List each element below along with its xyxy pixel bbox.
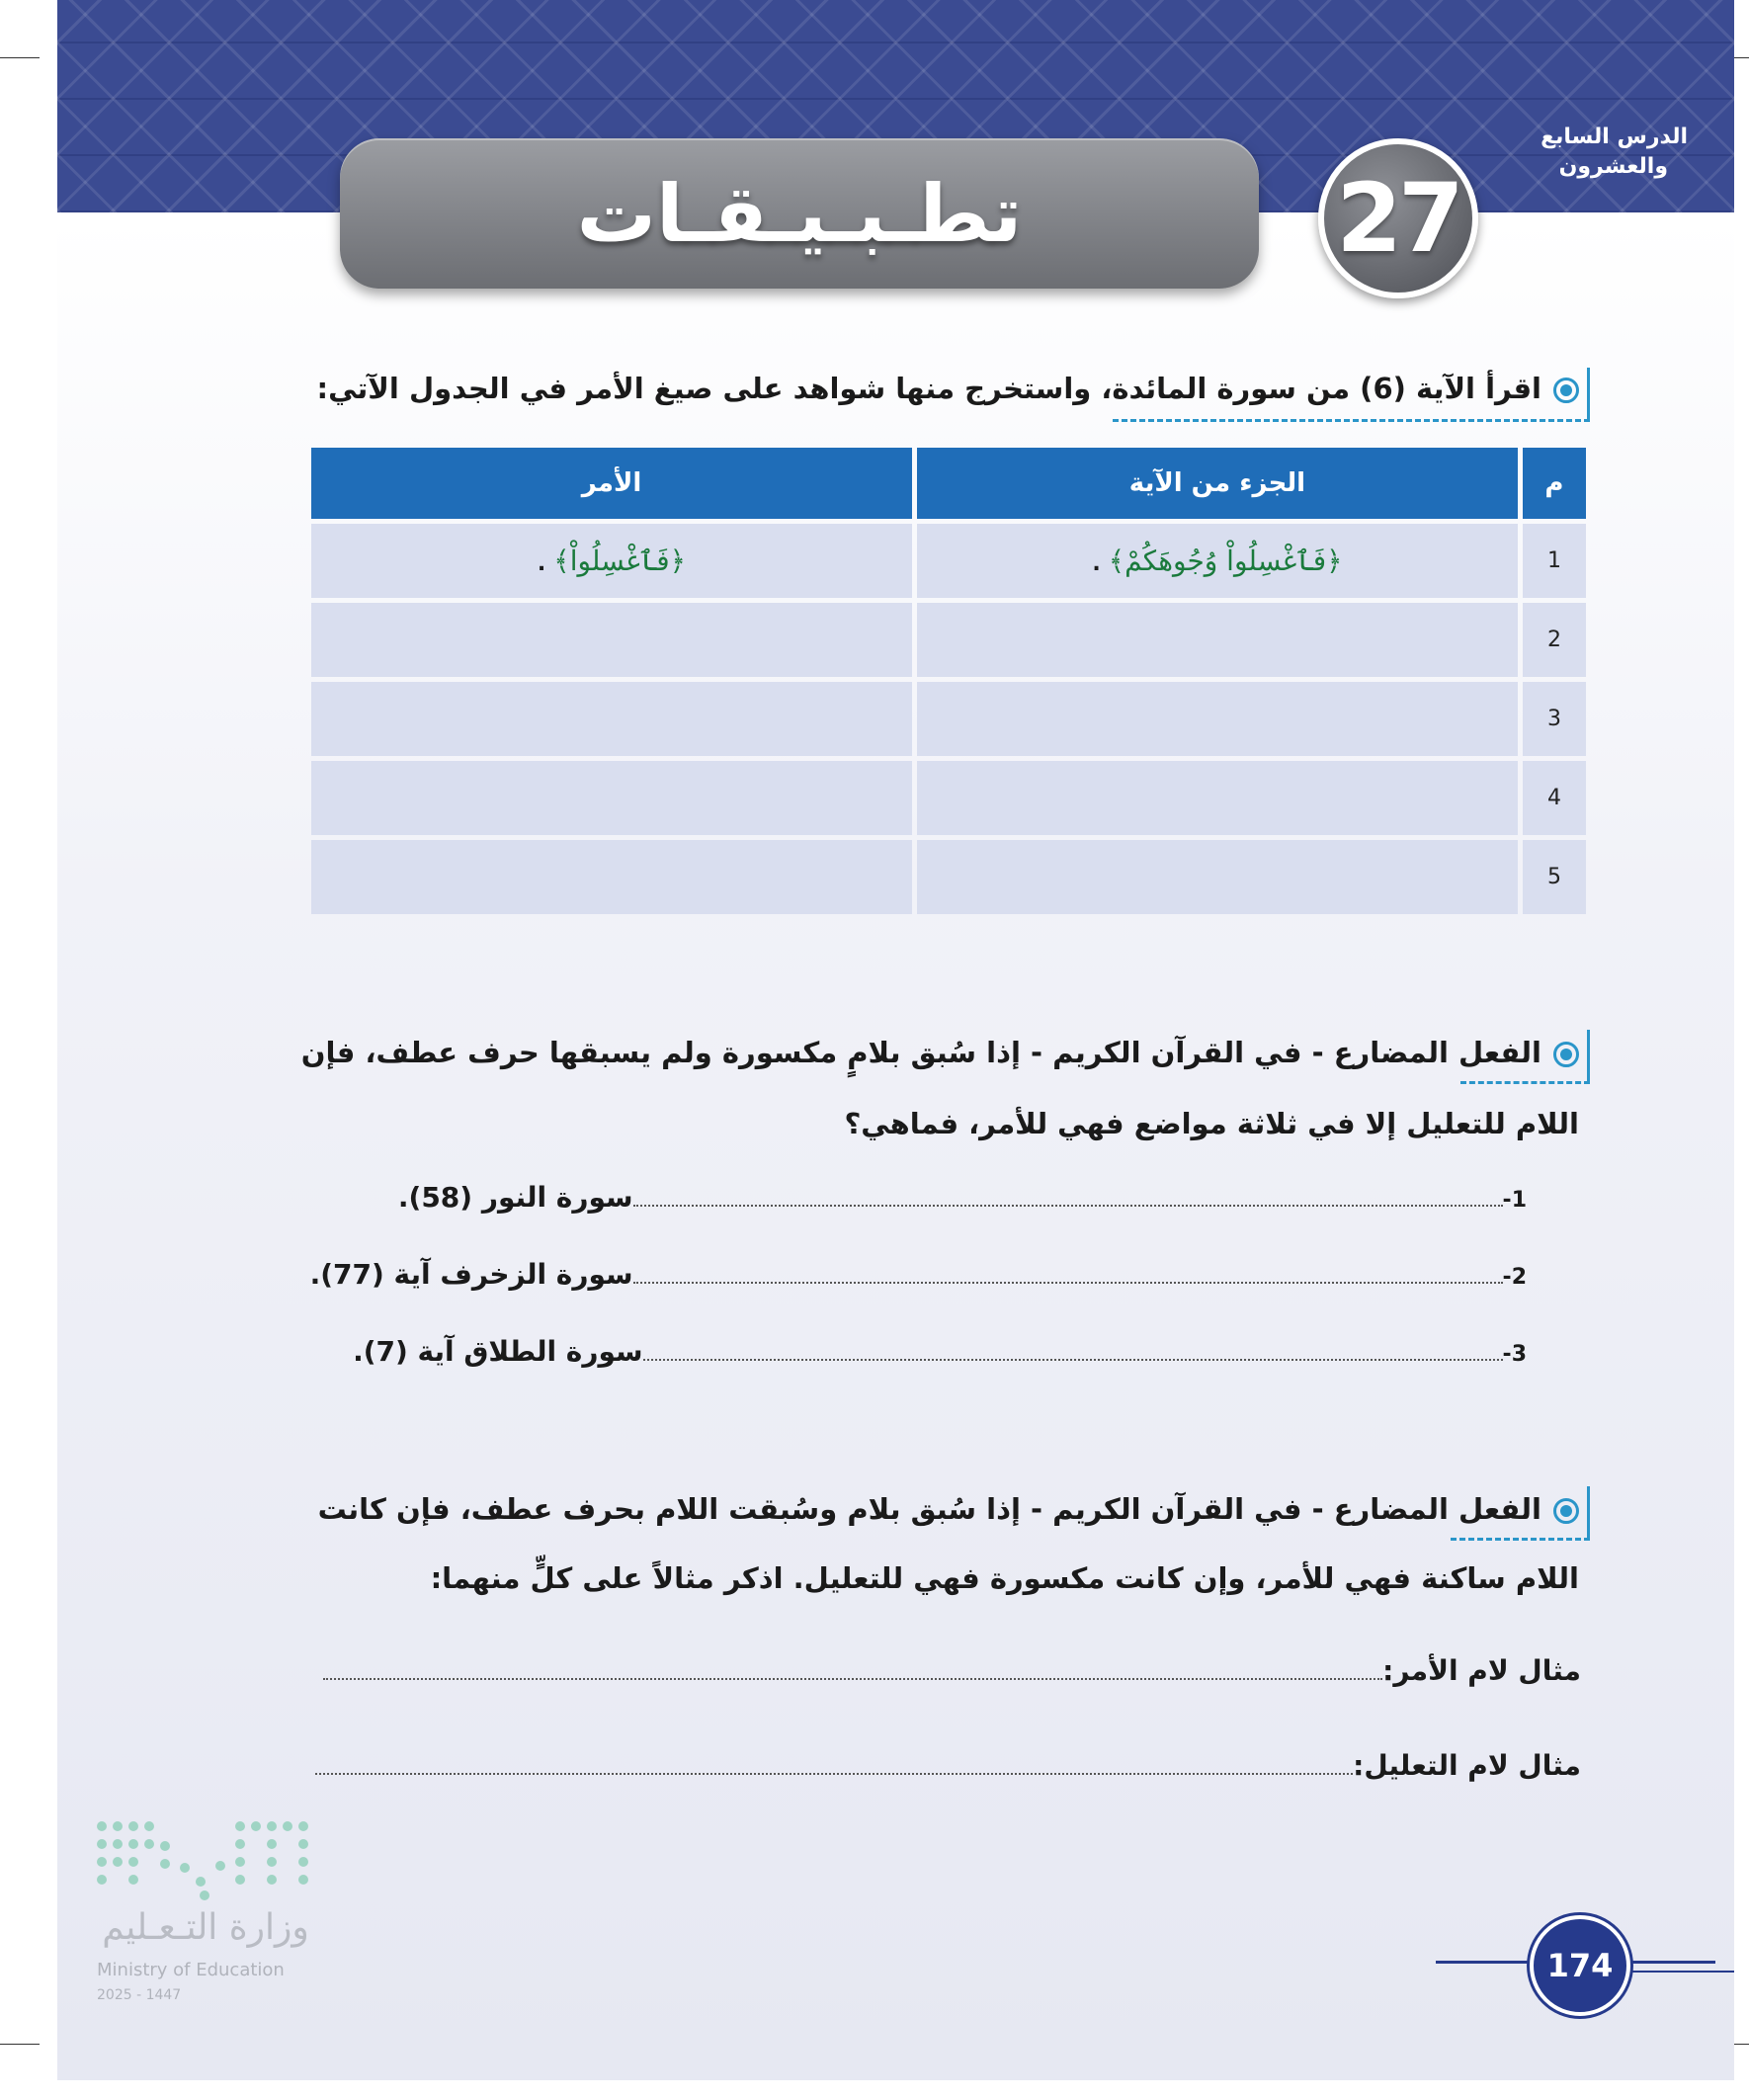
row-number: 3 bbox=[1523, 682, 1586, 756]
q3-line2: اللام ساكنة فهي للأمر، وإن كانت مكسورة فهي للتعليل. اذكر مثالاً على كلٍّ منهما: bbox=[430, 1561, 1579, 1595]
ministry-year: 2025 - 1447 bbox=[97, 1987, 182, 2003]
col-header-command: الأمر bbox=[311, 448, 912, 519]
q1-bullet-icon bbox=[1553, 378, 1579, 403]
row-number: 4 bbox=[1523, 761, 1586, 835]
lesson-label-line2: والعشرون bbox=[1558, 154, 1668, 179]
answer-number: 2- bbox=[1502, 1265, 1527, 1290]
table-row bbox=[311, 840, 1586, 914]
q2-line2: اللام للتعليل إلا في ثلاثة مواضع فهي للأمر، فماهي؟ bbox=[844, 1107, 1579, 1140]
table-row bbox=[311, 524, 1586, 598]
row-command-cell[interactable] bbox=[311, 603, 912, 677]
table-header-row bbox=[311, 448, 1586, 519]
title-banner bbox=[340, 138, 1259, 289]
row-part-cell[interactable] bbox=[917, 603, 1518, 677]
row-command-cell[interactable] bbox=[311, 682, 912, 756]
col-header-num: م bbox=[1523, 448, 1586, 519]
answer-dots bbox=[323, 1672, 1382, 1680]
answer-dots bbox=[315, 1767, 1353, 1775]
example-command-line[interactable] bbox=[323, 1654, 1581, 1687]
q3-bullet-icon bbox=[1553, 1498, 1579, 1524]
crop-mark bbox=[0, 2044, 40, 2045]
lesson-number-badge bbox=[1318, 138, 1478, 298]
answer-text: سورة الطلاق آية (7). bbox=[353, 1335, 643, 1368]
lesson-label bbox=[1470, 123, 1688, 182]
row-part-cell[interactable] bbox=[917, 840, 1518, 914]
ministry-logo-icon bbox=[97, 1821, 314, 1900]
col-header-part: الجزء من الآية bbox=[917, 448, 1518, 519]
answer-dots bbox=[643, 1353, 1503, 1361]
page-number-line-right bbox=[1626, 1961, 1715, 1964]
page-title: تطـبـيـقـات bbox=[576, 167, 1023, 260]
table-row bbox=[311, 603, 1586, 677]
textbook-page bbox=[57, 0, 1734, 2080]
q3-line1: الفعل المضارع - في القرآن الكريم - إذا سُبق بلام وسُبقت اللام بحرف عطف، فإن كانت bbox=[245, 1492, 1579, 1526]
crop-mark bbox=[0, 57, 40, 58]
q2-answer-2[interactable] bbox=[310, 1258, 1527, 1291]
answer-dots bbox=[633, 1199, 1503, 1207]
row-number: 1 bbox=[1523, 524, 1586, 598]
lesson-label-line1: الدرس السابع bbox=[1541, 125, 1688, 149]
row-command-cell[interactable] bbox=[311, 524, 912, 598]
answer-number: 3- bbox=[1502, 1342, 1527, 1367]
row-part-cell[interactable] bbox=[917, 524, 1518, 598]
full-stop: . bbox=[537, 551, 546, 576]
quran-text: ﴿فَٱغْسِلُواْ وُجُوهَكُمْ﴾ bbox=[1108, 545, 1343, 577]
row-command-cell[interactable] bbox=[311, 761, 912, 835]
table-row bbox=[311, 682, 1586, 756]
commands-table bbox=[306, 443, 1591, 919]
answer-text: سورة النور (58). bbox=[397, 1181, 633, 1214]
answer-dots bbox=[633, 1276, 1503, 1284]
row-command-cell[interactable] bbox=[311, 840, 912, 914]
page-number-line-right2 bbox=[1626, 1971, 1734, 1973]
example-command-label: مثال لام الأمر: bbox=[1382, 1654, 1581, 1687]
full-stop: . bbox=[1092, 551, 1101, 576]
q2-answer-1[interactable] bbox=[398, 1181, 1527, 1214]
page-number: 174 bbox=[1530, 1915, 1630, 2016]
row-number: 5 bbox=[1523, 840, 1586, 914]
q2-bullet-icon bbox=[1553, 1042, 1579, 1067]
example-causal-label: مثال لام التعليل: bbox=[1353, 1749, 1581, 1782]
q2-answer-3[interactable] bbox=[353, 1335, 1527, 1368]
row-part-cell[interactable] bbox=[917, 682, 1518, 756]
row-number: 2 bbox=[1523, 603, 1586, 677]
q2-line1: الفعل المضارع - في القرآن الكريم - إذا سُبق بلامٍ مكسورة ولم يسبقها حرف عطف، فإن bbox=[245, 1036, 1579, 1069]
ministry-name-arabic: وزارة التـعـليم bbox=[102, 1907, 309, 1948]
row-part-cell[interactable] bbox=[917, 761, 1518, 835]
table-row bbox=[311, 761, 1586, 835]
page-number-line-left bbox=[1436, 1961, 1535, 1964]
q1-instruction: اقرأ الآية (6) من سورة المائدة، واستخرج منها شواهد على صيغ الأمر في الجدول الآتي: bbox=[255, 372, 1579, 405]
lesson-number: 27 bbox=[1336, 163, 1460, 274]
answer-number: 1- bbox=[1502, 1188, 1527, 1213]
example-causal-line[interactable] bbox=[315, 1749, 1581, 1782]
quran-text: ﴿فَٱغْسِلُواْ﴾ bbox=[553, 545, 687, 577]
ministry-name-english: Ministry of Education bbox=[97, 1960, 285, 1980]
answer-text: سورة الزخرف آية (77). bbox=[309, 1258, 633, 1291]
